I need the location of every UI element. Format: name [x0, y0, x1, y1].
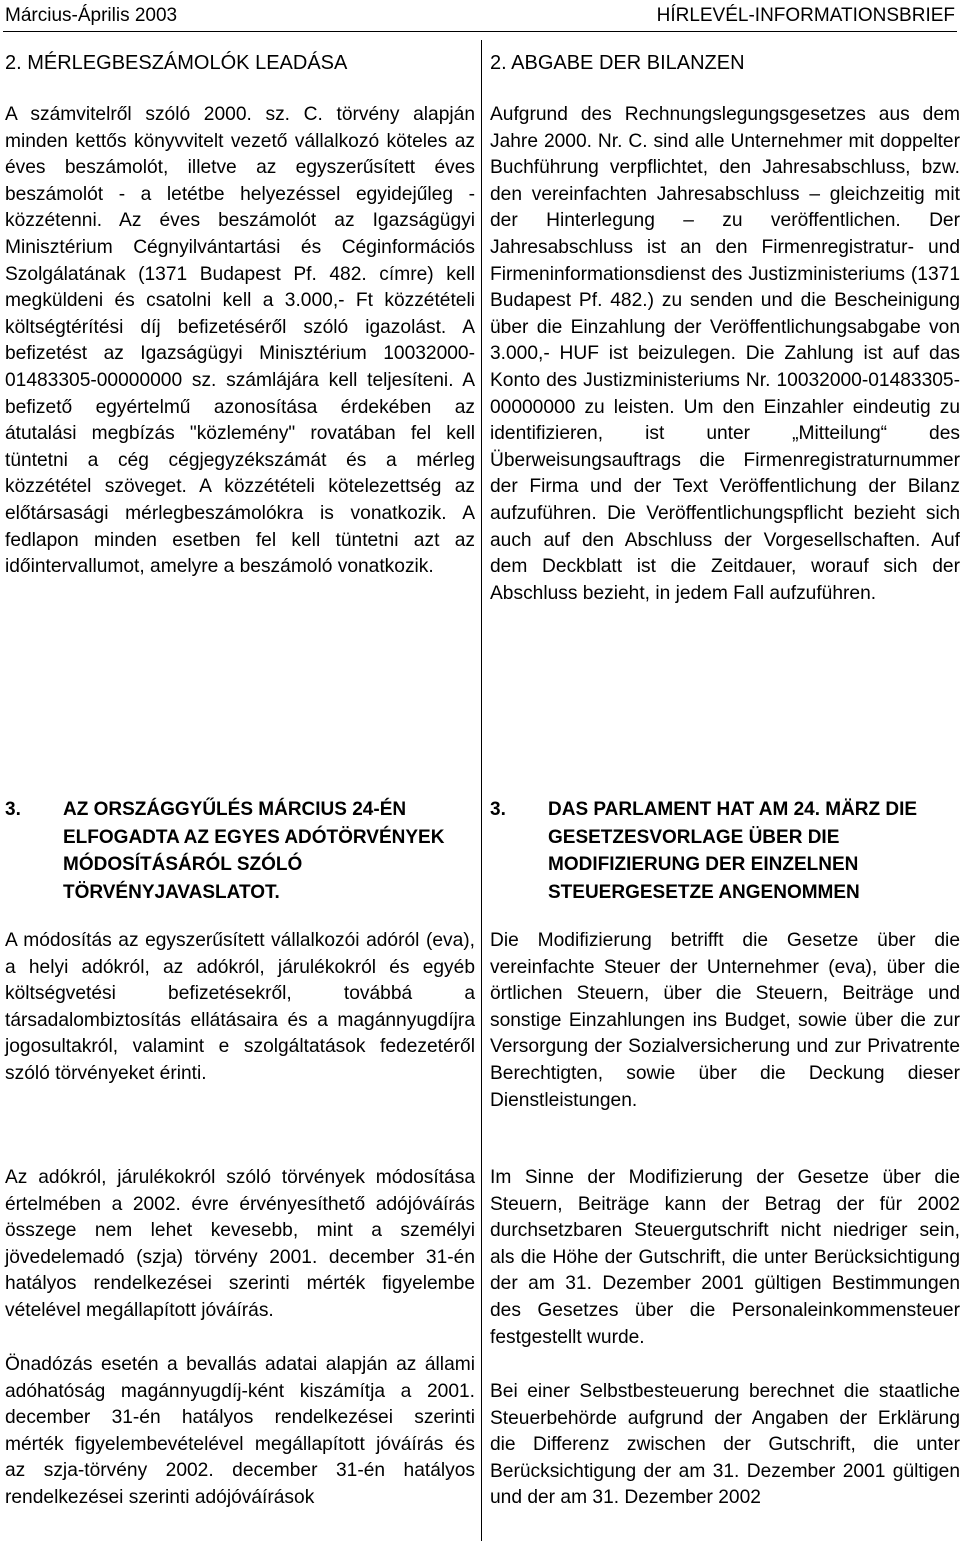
page-header [3, 2, 957, 32]
section3-number-de: 3. [490, 799, 506, 820]
header-newsletter-title: HÍRLEVÉL-INFORMATIONSBRIEF [656, 5, 955, 26]
section3-p1-hu: A módosítás az egyszerűsített vállalkozói adóról (eva), a helyi adókról, az adókról, járulékokról és egyéb költségvetési befizetésekről, továbbá a társadalombiztosítás ellátásaira és a magánnyugdíjra jogosultakról, valamint e szolgáltatások fedezetéről szóló törvényeket érinti. [5, 930, 475, 1084]
header-date: Március-Április 2003 [5, 5, 178, 26]
section3-p1-de: Die Modifizierung betrifft die Gesetze über die vereinfachte Steuer der Unternehmer (eva), über die örtlichen Steuern, über die Steuern, Beiträge und sonstige Einzahlungen ins Budget, sowie über die zur Versorgung der Sozialversicherung und zur Privatrente Berechtigten, sowie über die Deckung dieser Dienstleistungen. [490, 930, 960, 1111]
section3-p2-hu: Az adókról, járulékokról szóló törvények módosítása értelmében a 2002. évre érvényesíthető adójóváírás összege nem lehet kevesebb, mint a személyi jövedelemadó (szja) törvény 2001. december 31-én hatályos rendelkezései szerinti mérték figyelembe vételével megállapított jóváírás. [5, 1167, 475, 1321]
section3-heading-de [490, 796, 960, 908]
section3-p3-de: Bei einer Selbstbesteuerung berechnet die staatliche Steuerbehörde aufgrund der Angaben der Erklärung die Differenz zwischen der Gutschrift, die unter Berücksichtigung der am 31. Dezember 2001 gültigen und der am 31. Dezember 2002 [490, 1381, 960, 1509]
section2-title-de: 2. ABGABE DER BILANZEN [490, 52, 745, 74]
section3-p3-hu: Önadózás esetén a bevallás adatai alapján az állami adóhatóság magánnyugdíj-ként kiszámítja a 2001. december 31-én hatályos rendelkezései szerinti mérték figyelembevételével megállapított jóváírás és az szja-törvény 2002. december 31-én hatályos rendelkezései szerinti adójóváírások [5, 1354, 475, 1508]
section2-text-hu: A számvitelről szóló 2000. sz. C. törvény alapján minden kettős könyvvitelt vezető vállalkozó köteles az éves beszámolót, illetve az egyszerűsített éves beszámolót - a letétbe helyezéssel egyidejűleg - közzétenni. Az éves beszámolót az Igazságügyi Minisztérium Cégnyilvántartási és Céginformációs Szolgálatának (1371 Budapest Pf. 482. címre) kell megküldeni és csatolni kell a 3.000,- Ft közzétételi költségtérítési díj befizetéséről szóló igazolást. A befizetést az Igazságügyi Minisztérium 10032000-01483305-00000000 sz. számlájára kell teljesíteni. A befizető egyértelmű azonosítása érdekében az átutalási megbízás "közlemény" rovatában fel kell tüntetni a cég cégjegyzékszámát és a mérleg közzététel szöveget. A közzétételi kötelezettség az előtársasági mérlegbeszámolókra is vonatkozik. A fedlapon minden esetben fel kell tüntetni azt az időintervallumot, amelyre a beszámoló vonatkozik. [5, 104, 475, 578]
section3-number-hu: 3. [5, 799, 21, 820]
section3-title-de: DAS PARLAMENT HAT AM 24. MÄRZ DIE GESETZESVORLAGE ÜBER DIE MODIFIZIERUNG DER EINZELNEN STEUERGESETZE ANGENOMMEN [548, 799, 918, 903]
section2-title-hu: 2. MÉRLEGBESZÁMOLÓK LEADÁSA [5, 52, 348, 74]
section3-p2-de: Im Sinne der Modifizierung der Gesetze über die Steuern, Beiträge kann der Betrag der für 2002 durchsetzbaren Steuergutschrift nicht niedriger sein, als die Höhe der Gutschrift, die unter Berücksichtigung der am 31. Dezember 2001 gültigen Bestimmungen des Gesetzes über die Personaleinkommensteuer festgestellt wurde. [490, 1167, 960, 1348]
section3-heading-hu [5, 796, 475, 908]
section2-text-de: Aufgrund des Rechnungslegungsgesetzes aus dem Jahre 2000. Nr. C. sind alle Unternehmer mit doppelter Buchführung verpflichtet, den Jahresabschluss, bzw. den vereinfachten Jahresabschluss – gleichzeitig mit der Hinterlegung – zu veröffentlichen. Der Jahresabschluss ist an den Firmenregistratur- und Firmeninformationsdienst des Justizministeriums (1371 Budapest Pf. 482.) zu senden und die Bescheinigung über die Einzahlung der Veröffentlichungsabgabe von 3.000,- HUF ist beizulegen. Die Zahlung ist auf das Konto des Justizministeriums Nr. 10032000-01483305-00000000 zu leisten. Um den Einzahler eindeutig zu identifizieren, ist unter „Mitteilung“ des Überweisungsauftrags die Firmenregistraturnummer der Firma und der Text Veröffentlichung der Bilanz aufzuführen. Die Veröffentlichungspflicht bezieht sich auch auf den Abschluss der Vorgesellschaften. Auf dem Deckblatt ist die Zeitdauer, worauf sich der Abschluss bezieht, in jedem Fall aufzuführen. [490, 104, 960, 604]
section3-title-hu: AZ ORSZÁGGYŰLÉS MÁRCIUS 24-ÉN ELFOGADTA AZ EGYES ADÓTÖRVÉNYEK MÓDOSÍTÁSÁRÓL SZÓLÓ TÖRVÉNYJAVASLATOT. [63, 799, 445, 903]
column-divider [481, 40, 482, 1541]
